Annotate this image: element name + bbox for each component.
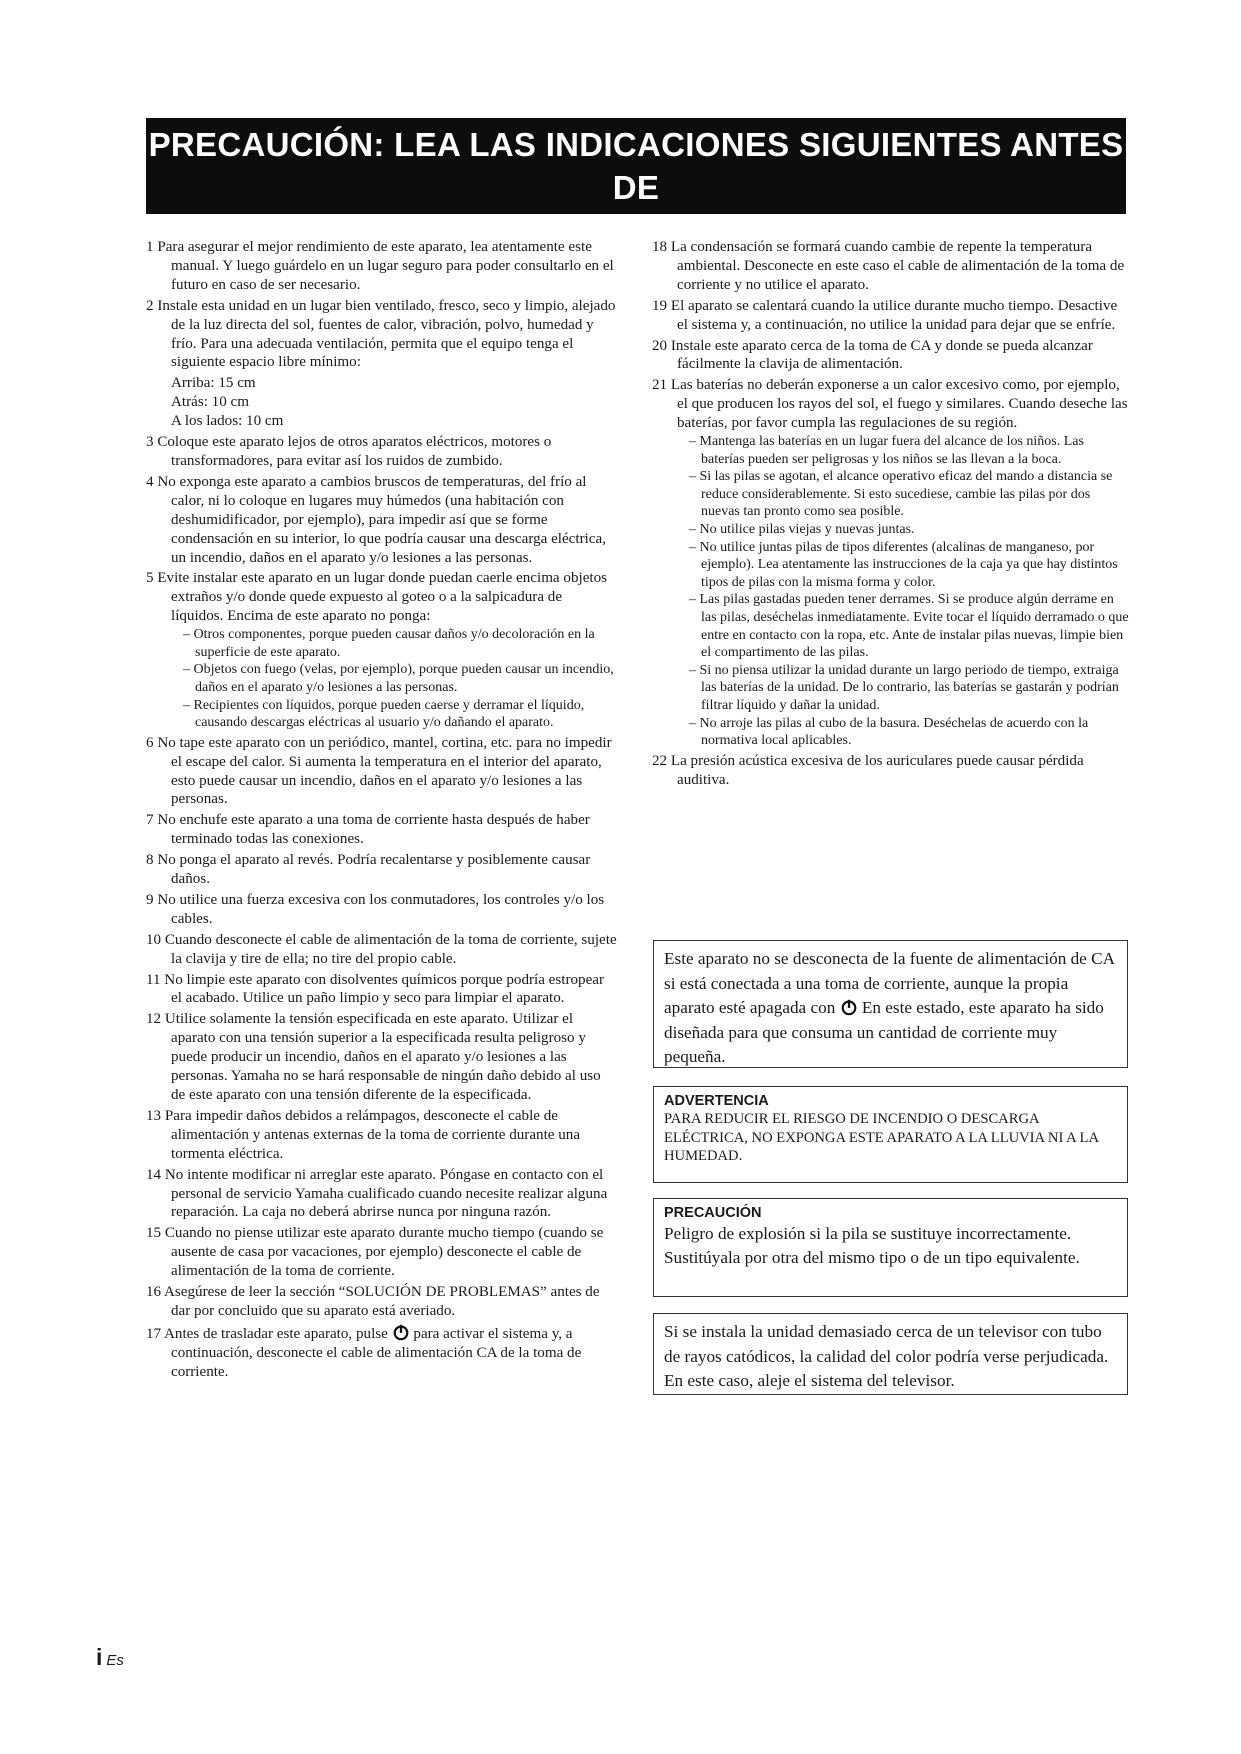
item-5-bullet-b: – Objetos con fuego (velas, por ejemplo), porque pueden causar un incendio, daños en el aparato y/o lesiones a las personas. <box>161 661 618 696</box>
clearance-back: Atrás: 10 cm <box>171 394 249 411</box>
item-21-bullet-b: – Si las pilas se agotan, el alcance operativo eficaz del mando a distancia se reduce considerablemente. Si esto sucediese, cambie las pilas por dos nuevas tan pronto como sea posible. <box>667 468 1130 521</box>
standby-notice-box <box>653 940 1128 1068</box>
standby-text-a: Este aparato no se desconecta de la fuente de alimentación de CA si está conectada a una toma de corriente, aunque la propia aparato esté apagada con <box>664 949 1115 1017</box>
item-11: 11 No limpie este aparato con disolventes químicos porque podría estropear el acabado. Utilice un paño limpio y seco para limpiar el aparato. <box>146 971 604 1007</box>
item-1: 1 Para asegurar el mejor rendimiento de este aparato, lea atentamente este manual. Y luego guárdelo en un lugar seguro para poder consultarlo en el futuro en caso de ser necesario. <box>146 239 614 293</box>
item-21: 21 Las baterías no deberán exponerse a un calor excesivo como, por ejemplo, el que producen los rayos del sol, el fuego y similares. Cuando deseche las baterías, por favor cumpla las regulaciones de su región. <box>652 377 1128 432</box>
caution-text: Peligro de explosión si la pila se sustituye incorrectamente. Sustitúyala por otra del mismo tipo o de un tipo equivalente. <box>664 1224 1080 1267</box>
item-15: 15 Cuando no piense utilizar este aparato durante mucho tiempo (cuando se ausente de casa por vacaciones, por ejemplo) desconecte el cable de alimentación de la toma de corriente. <box>146 1225 604 1280</box>
right-column <box>652 238 1130 792</box>
item-17 <box>146 1323 618 1382</box>
tv-notice-box <box>653 1313 1128 1395</box>
warning-box <box>653 1086 1128 1183</box>
caution-box <box>653 1198 1128 1297</box>
warning-title: ADVERTENCIA <box>664 1093 769 1109</box>
item-21-bullet-a: – Mantenga las baterías en un lugar fuera del alcance de los niños. Las baterías pueden ser peligrosas y los niños se las llevan a la boca. <box>667 433 1130 468</box>
item-9: 9 No utilice una fuerza excesiva con los conmutadores, los controles y/o los cables. <box>146 891 605 927</box>
power-icon <box>392 1323 410 1341</box>
power-icon <box>840 998 858 1016</box>
item-7: 7 No enchufe este aparato a una toma de corriente hasta después de haber terminado todas las conexiones. <box>146 812 590 848</box>
item-19: 19 El aparato se calentará cuando la utilice durante mucho tiempo. Desactive el sistema y, a continuación, no utilice la unidad para dejar que se enfríe. <box>652 297 1118 333</box>
item-17-text-b: para activar el sistema y, a continuación, desconecte el cable de alimentación CA de la toma de corriente. <box>171 1325 582 1380</box>
header-line-2: UTILIZAR ESTE APARATO. <box>422 212 850 249</box>
tv-notice-text: Si se instala la unidad demasiado cerca de un televisor con tubo de rayos catódicos, la calidad del color podría verse perjudicada. En este caso, aleje el sistema del televisor. <box>664 1322 1109 1390</box>
caution-title: PRECAUCIÓN <box>664 1205 762 1221</box>
item-18: 18 La condensación se formará cuando cambie de repente la temperatura ambiental. Desconecte en este caso el cable de alimentación de la toma de corriente y no utilice el aparato. <box>652 239 1125 293</box>
page-footer <box>96 1644 124 1671</box>
clearance-top: Arriba: 15 cm <box>171 375 256 392</box>
item-16: 16 Asegúrese de leer la sección “SOLUCIÓN DE PROBLEMAS” antes de dar por concluido que su aparato está averiado. <box>146 1284 600 1319</box>
item-21-bullet-e: – Las pilas gastadas pueden tener derrames. Si se produce algún derrame en las pilas, deséchelas inmediatamente. Evite tocar el líquido derramado o que entre en contacto con la ropa, etc. Ante de instalar pilas nuevas, limpie bien el compartimento de las pilas. <box>667 591 1130 661</box>
item-20: 20 Instale este aparato cerca de la toma de CA y donde se pueda alcanzar fácilmente la clavija de alimentación. <box>652 337 1093 373</box>
item-13: 13 Para impedir daños debidos a relámpagos, desconecte el cable de alimentación y antenas externas de la toma de corriente durante una tormenta eléctrica. <box>146 1107 581 1162</box>
item-10: 10 Cuando desconecte el cable de alimentación de la toma de corriente, sujete la clavija y tire de ella; no tire del propio cable. <box>146 931 617 967</box>
item-3: 3 Coloque este aparato lejos de otros aparatos eléctricos, motores o transformadores, para evitar así los ruidos de zumbido. <box>146 434 552 469</box>
item-21-bullet-g: – No arroje las pilas al cubo de la basura. Deséchelas de acuerdo con la normativa local aplicables. <box>667 715 1130 750</box>
item-14: 14 No intente modificar ni arreglar este aparato. Póngase en contacto con el personal de servicio Yamaha cualificado cuando necesite realizar alguna reparación. La caja no deberá abrirse nunca por ninguna razón. <box>146 1166 608 1221</box>
warning-text: PARA REDUCIR EL RIESGO DE INCENDIO O DESCARGA ELÉCTRICA, NO EXPONGA ESTE APARATO A LA LLUVIA NI A LA HUMEDAD. <box>664 1111 1099 1164</box>
standby-text-b: En este estado, este aparato ha sido diseñada para que consuma un cantidad de corriente muy pequeña. <box>664 998 1104 1066</box>
item-6: 6 No tape este aparato con un periódico, mantel, cortina, etc. para no impedir el escape del calor. Si aumenta la temperatura en el interior del aparato, esto puede causar un incendio, daños en el aparato y/o lesiones a las personas. <box>146 734 612 808</box>
item-12: 12 Utilice solamente la tensión especificada en este aparato. Utilizar el aparato con una tensión superior a la especificada resulta peligroso y puede producir un incendio, daños en el aparato y/o lesiones a las personas. Yamaha no se hará responsable de ningún daño debido al uso de este aparato con una tensión diferente de la especificada. <box>146 1011 601 1103</box>
page-number: i <box>96 1644 103 1670</box>
item-22: 22 La presión acústica excesiva de los auriculares puede causar pérdida auditiva. <box>652 752 1084 788</box>
item-2 <box>146 297 618 373</box>
item-21-bullet-d: – No utilice juntas pilas de tipos diferentes (alcalinas de manganeso, por ejemplo). Lea atentamente las instrucciones de la caja ya que hay distintos tipos de pilas con la misma forma y color. <box>667 539 1130 592</box>
item-2-text: 2 Instale esta unidad en un lugar bien ventilado, fresco, seco y limpio, alejado de la luz directa del sol, fuentes de calor, vibración, polvo, humedad y frío. Para una adecuada ventilación, permita que el equipo tenga el siguiente espacio libre mínimo: <box>146 297 616 371</box>
item-17-text-a: 17 Antes de trasladar este aparato, pulse <box>146 1325 388 1342</box>
left-column <box>146 238 618 1384</box>
header-line-1: PRECAUCIÓN: LEA LAS INDICACIONES SIGUIENTES ANTES DE <box>148 126 1124 206</box>
caution-header <box>146 118 1126 249</box>
item-5-bullet-a: – Otros componentes, porque pueden causar daños y/o decoloración en la superficie de este aparato. <box>161 626 618 661</box>
language-code: Es <box>106 1652 124 1669</box>
item-5: 5 Evite instalar este aparato en un lugar donde puedan caerle encima objetos extraños y/o donde quede expuesto al goteo o a la salpicadura de líquidos. Encima de este aparato no ponga: <box>146 570 608 625</box>
item-21-bullet-f: – Si no piensa utilizar la unidad durante un largo periodo de tiempo, extraiga las baterías de la unidad. De lo contrario, las baterías se gastarán y podrían filtrar líquido y dañar la unidad. <box>667 662 1130 715</box>
item-8: 8 No ponga el aparato al revés. Podría recalentarse y posiblemente causar daños. <box>146 852 591 888</box>
item-21-bullet-c: – No utilice pilas viejas y nuevas juntas. <box>667 521 1130 539</box>
item-5-bullet-c: – Recipientes con líquidos, porque pueden caerse y derramar el líquido, causando descargas eléctricas al usuario y/o dañando el aparato. <box>161 697 618 732</box>
item-4: 4 No exponga este aparato a cambios bruscos de temperaturas, del frío al calor, ni lo coloque en lugares muy húmedos (una habitación con deshumidificador, por ejemplo), para impedir así que se forme condensación en su interior, lo que podría causar una descarga eléctrica, un incendio, daños en el aparato y/o lesiones a las personas. <box>146 473 606 566</box>
clearance-sides: A los lados: 10 cm <box>171 413 284 430</box>
